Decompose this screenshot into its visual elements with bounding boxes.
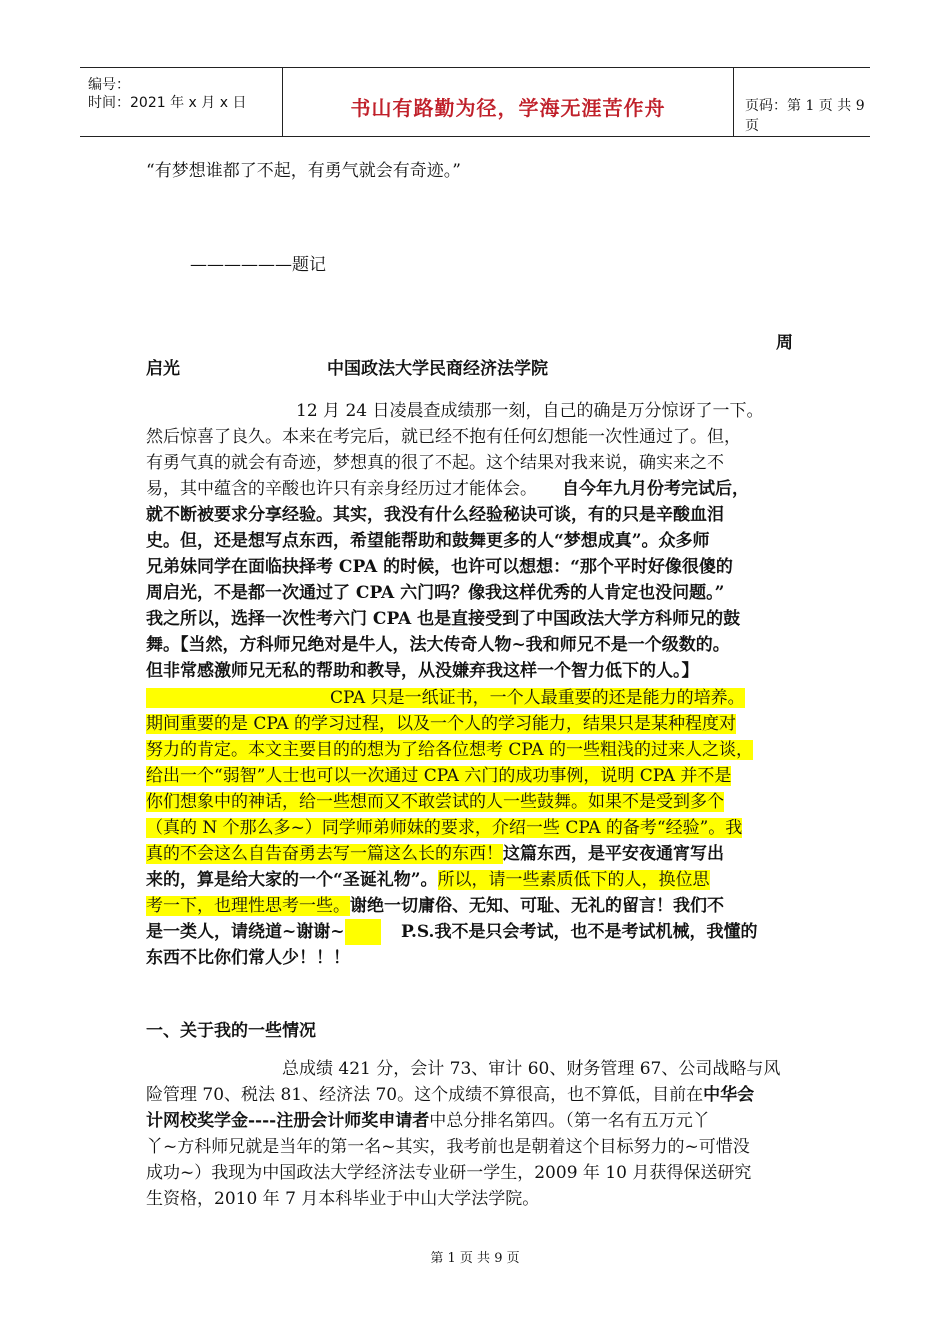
author-name-part2: 启光 <box>146 359 180 379</box>
header-page-cell <box>733 68 870 136</box>
para2-highlight: （真的 N 个那么多~）同学师弟师妹的要求，介绍一些 CPA 的备考“经验”。我 <box>146 818 743 838</box>
para2-highlight: 期间重要的是 CPA 的学习过程，以及一个人的学习能力，结果只是某种程度对 <box>146 714 736 734</box>
epigraph-attribution: ——————题记 <box>190 255 326 275</box>
para1-line: 但非常感激师兄无私的帮助和教导，从没嫌弃我这样一个智力低下的人。】 <box>146 661 699 681</box>
author-name-part1: 周 <box>776 333 793 353</box>
para2-highlight: 你们想象中的神话，给一些想而又不敢尝试的人一些鼓舞。如果不是受到多个 <box>146 792 724 812</box>
para2-line <box>146 763 731 789</box>
section1-text: 险管理 70、税法 81、经济法 70。这个成绩不算很高，也不算低，目前在 <box>146 1085 704 1105</box>
para2-bold: 来的，算是给大家的一个“圣诞礼物”。 <box>146 870 438 890</box>
document-number: 编号： <box>88 77 130 93</box>
para2-line <box>146 685 745 711</box>
section1-bold: 计网校奖学金----注册会计师奖申请者 <box>146 1111 430 1131</box>
page-footer: 第 1 页 共 9 页 <box>430 1251 520 1266</box>
para2-highlight: 所以，请一些素质低下的人，换位思 <box>437 870 710 890</box>
para2-line <box>146 841 724 867</box>
para2-highlight: 真的不会这么自告奋勇去写一篇这么长的东西！ <box>146 844 503 864</box>
para2-ps-line: P.S.我不是只会考试，也不是考试机械，我懂的 <box>401 922 758 942</box>
section1-text: 中总分排名第四。（第一名有五万元丫 <box>429 1111 710 1131</box>
para2-line <box>146 711 736 737</box>
para1-line: 易，其中蕴含的辛酸也许只有亲身经历过才能体会。 <box>146 479 537 499</box>
para2-line <box>146 867 710 893</box>
epigraph-quote: “有梦想谁都了不起，有勇气就会有奇迹。” <box>146 161 461 181</box>
para1-line: 就不断被要求分享经验。其实，我没有什么经验秘诀可谈，有的只是辛酸血泪 <box>146 505 724 525</box>
page-header <box>80 67 870 137</box>
para2-line <box>146 815 742 841</box>
section1-line: 总成绩 421 分，会计 73、审计 60、财务管理 67、公司战略与风 <box>282 1059 781 1079</box>
para2-bold: 这篇东西，是平安夜通宵写出 <box>503 844 724 864</box>
para2-bold: 是一类人，请绕道~谢谢~ <box>146 922 345 942</box>
header-meta-cell <box>80 68 282 136</box>
section1-line: 成功~）我现为中国政法大学经济法专业研一学生，2009 年 10 月获得保送研究 <box>146 1163 752 1183</box>
para2-highlight: 给出一个“弱智”人士也可以一次通过 CPA 六门的成功事例，说明 CPA 并不是 <box>146 766 732 786</box>
header-page-number: 页码：第 1 页 共 9 页 <box>745 98 865 134</box>
para2-highlight: 努力的肯定。本文主要目的的想为了给各位想考 CPA 的一些粗浅的过来人之谈， <box>146 740 753 760</box>
header-motto-cell <box>282 68 734 136</box>
para2-highlight-gap <box>345 919 381 945</box>
section1-line <box>146 1108 710 1134</box>
section1-line: 丫~方科师兄就是当年的第一名~其实，我考前也是朝着这个目标努力的~可惜没 <box>146 1137 750 1157</box>
para2-line <box>146 919 381 945</box>
para2-highlight: 考一下，也理性思考一些。 <box>146 896 350 916</box>
para1-line-bold: 自今年九月份考完试后， <box>562 479 749 499</box>
para2-line: 东西不比你们常人少！！！ <box>146 948 350 968</box>
para1-line: 然后惊喜了良久。本来在考完后，就已经不抱有任何幻想能一次性通过了。但， <box>146 427 741 447</box>
para1-line: 舞。【当然，方科师兄绝对是牛人，法大传奇人物~我和师兄不是一个级数的。 <box>146 635 730 655</box>
para2-line <box>146 893 724 919</box>
para1-line: 12 月 24 日凌晨查成绩那一刻，自己的确是万分惊讶了一下。 <box>296 401 764 421</box>
para1-line: 兄弟妹同学在面临抉择考 CPA 的时候，也许可以想想：“那个平时好像很傻的 <box>146 557 733 577</box>
header-motto: 书山有路勤为径，学海无涯苦作舟 <box>350 96 666 120</box>
section1-line: 生资格，2010 年 7 月本科毕业于中山大学法学院。 <box>146 1189 540 1209</box>
para2-bold: 谢绝一切庸俗、无知、可耻、无礼的留言！我们不 <box>350 896 724 916</box>
para2-highlight: CPA 只是一纸证书，一个人最重要的还是能力的培养。 <box>146 688 745 708</box>
para2-line <box>146 737 753 763</box>
para2-line <box>146 789 724 815</box>
section1-bold: 中华会 <box>703 1085 755 1105</box>
document-date: 时间：2021 年 x 月 x 日 <box>88 95 247 111</box>
section-heading: 一、关于我的一些情况 <box>146 1021 316 1041</box>
section1-line <box>146 1082 754 1108</box>
author-affiliation: 中国政法大学民商经济法学院 <box>327 359 548 379</box>
para1-line: 周启光，不是都一次通过了 CPA 六门吗？像我这样优秀的人肯定也没问题。” <box>146 583 725 603</box>
para1-line: 我之所以，选择一次性考六门 CPA 也是直接受到了中国政法大学方科师兄的鼓 <box>146 609 741 629</box>
para1-line: 史。但，还是想写点东西，希望能帮助和鼓舞更多的人“梦想成真”。众多师 <box>146 531 710 551</box>
para1-line: 有勇气真的就会有奇迹，梦想真的很了不起。这个结果对我来说，确实来之不 <box>146 453 724 473</box>
